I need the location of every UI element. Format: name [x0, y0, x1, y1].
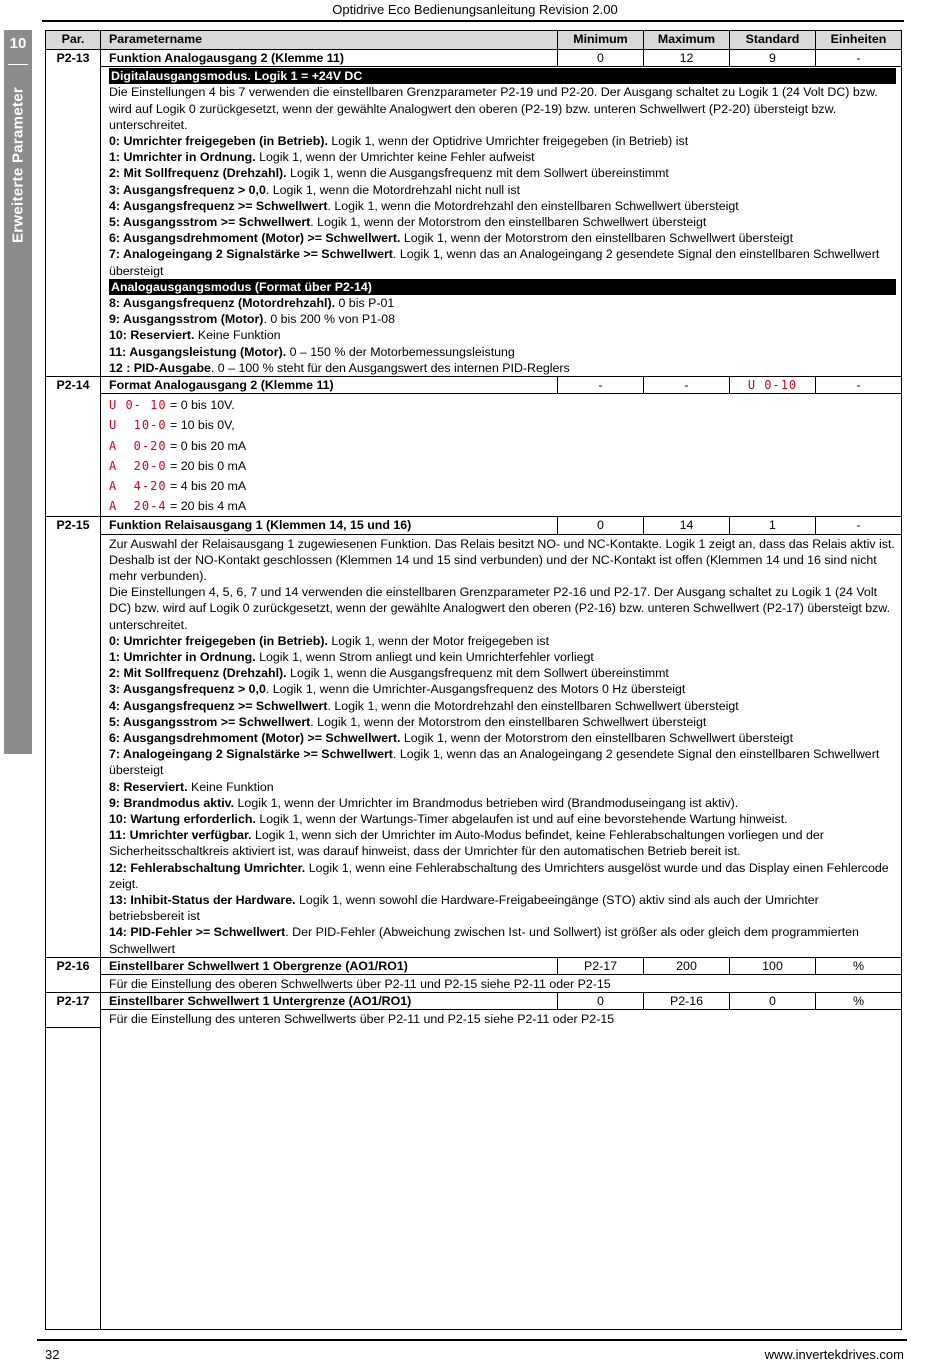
option-list [109, 633, 895, 957]
option-item [109, 860, 895, 892]
description-text: Die Einstellungen 4, 5, 6, 7 und 14 verwenden die einstellbaren Grenzparameter P2-16 und P2-17. Der Ausgang schaltet zu Logik 1 (24 Volt DC) bzw. wird auf Logik 0 zurückgesetzt, wenn der gewählte Analogwert den oberen (P2-16) bzw. unteren Schwellwert (P2-17) übersteigt bzw. unterschreitet. [109, 585, 891, 632]
footer-url: www.invertekdrives.com [764, 1347, 904, 1362]
param-id: P2-14 [46, 377, 101, 517]
param-name: Funktion Relaisausgang 1 (Klemmen 14, 15 und 16) [101, 517, 558, 534]
option-text: 0 bis P-01 [335, 296, 395, 311]
format-text: = 20 bis 4 mA [166, 499, 247, 514]
param-max: - [644, 377, 730, 394]
option-item [109, 730, 895, 746]
seven-segment-code: A 20-4 [109, 499, 167, 514]
param-max: 14 [644, 517, 730, 534]
format-text: = 20 bis 0 mA [166, 458, 247, 473]
table-row-description [46, 534, 902, 957]
option-text: Logik 1, wenn der Motor freigegeben ist [327, 633, 550, 648]
option-label: 5: Ausgangsstrom >= Schwellwert [109, 714, 311, 729]
parameter-table [45, 30, 902, 1028]
option-text: Logik 1, wenn der Wartungs-Timer abgelaufen ist und auf eine bevorstehende Wartung hinweist. [255, 812, 788, 827]
option-text: Logik 1, wenn der Umrichter keine Fehler aufweist [255, 150, 535, 165]
option-item [109, 165, 895, 181]
column-header-unit: Einheiten [816, 31, 902, 50]
format-item [109, 456, 895, 476]
seven-segment-code: U 0- 10 [109, 398, 167, 413]
column-header-max: Maximum [644, 31, 730, 50]
param-unit: - [816, 517, 902, 534]
option-item [109, 344, 895, 360]
option-text: . Logik 1, wenn die Motordrehzahl nicht null ist [265, 182, 521, 197]
seven-segment-display-value: U 0-10 [747, 378, 798, 393]
table-row [46, 517, 902, 534]
option-item [109, 311, 895, 327]
option-item [109, 779, 895, 795]
param-name: Einstellbarer Schwellwert 1 Obergrenze (AO1/RO1) [101, 957, 558, 974]
param-max: P2-16 [644, 993, 730, 1010]
param-std: 100 [730, 957, 816, 974]
param-min: - [558, 377, 644, 394]
option-label: 11: Umrichter verfügbar. [109, 828, 252, 843]
param-min: 0 [558, 517, 644, 534]
format-item [109, 436, 895, 456]
footer-rule [37, 1339, 907, 1341]
option-item [109, 714, 895, 730]
option-label: 7: Analogeingang 2 Signalstärke >= Schwellwert [109, 247, 393, 262]
param-std: 1 [730, 517, 816, 534]
table-row-description [46, 1010, 902, 1028]
param-unit: % [816, 957, 902, 974]
option-text: Logik 1, wenn sowohl die Hardware-Freigabeeingänge (STO) aktiv sind als auch der Umrichter betriebsbereit ist [109, 893, 819, 924]
table-row-description [46, 975, 902, 993]
option-label: 0: Umrichter freigegeben (in Betrieb). [109, 633, 328, 648]
option-item [109, 360, 895, 376]
option-label: 12: Fehlerabschaltung Umrichter. [109, 860, 306, 875]
option-label: 7: Analogeingang 2 Signalstärke >= Schwellwert [109, 747, 393, 762]
option-item [109, 198, 895, 214]
option-text: Logik 1, wenn die Ausgangsfrequenz mit dem Sollwert übereinstimmt [286, 666, 669, 681]
option-label: 14: PID-Fehler >= Schwellwert [109, 925, 286, 940]
param-unit: - [816, 50, 902, 67]
param-name: Einstellbarer Schwellwert 1 Untergrenze (AO1/RO1) [101, 993, 558, 1010]
option-text: Logik 1, wenn der Optidrive Umrichter freigegeben (in Betrieb) ist [327, 134, 689, 149]
option-item [109, 182, 895, 198]
format-item [109, 395, 895, 415]
seven-segment-code: A 20-0 [109, 458, 167, 473]
option-label: 6: Ausgangsdrehmoment (Motor) >= Schwellwert. [109, 731, 401, 746]
format-item [109, 496, 895, 516]
option-label: 1: Umrichter in Ordnung. [109, 650, 256, 665]
option-item [109, 827, 895, 859]
format-text: = 10 bis 0V, [166, 418, 235, 433]
option-item [109, 795, 895, 811]
column-header-name: Parametername [101, 31, 558, 50]
param-std: 9 [730, 50, 816, 67]
param-unit: % [816, 993, 902, 1010]
header-rule [42, 20, 904, 22]
option-item [109, 649, 895, 665]
option-label: 0: Umrichter freigegeben (in Betrieb). [109, 134, 328, 149]
format-text: = 0 bis 20 mA [166, 438, 247, 453]
param-min: 0 [558, 993, 644, 1010]
option-item [109, 295, 895, 311]
option-item [109, 892, 895, 924]
option-label: 3: Ausgangsfrequenz > 0,0 [109, 182, 266, 197]
table-row [46, 993, 902, 1010]
option-item [109, 633, 895, 649]
option-label: 4: Ausgangsfrequenz >= Schwellwert [109, 198, 328, 213]
table-row-description [46, 67, 902, 377]
option-list [109, 295, 895, 376]
page-header-title: Optidrive Eco Bedienungsanleitung Revision 2.00 [332, 2, 618, 17]
param-name: Funktion Analogausgang 2 (Klemme 11) [101, 50, 558, 67]
option-list [109, 133, 895, 279]
option-label: 8: Ausgangsfrequenz (Motordrehzahl). [109, 296, 336, 311]
param-name: Format Analogausgang 2 (Klemme 11) [101, 377, 558, 394]
param-max: 200 [644, 957, 730, 974]
option-text: Keine Funktion [187, 779, 274, 794]
column-header-min: Minimum [558, 31, 644, 50]
format-list [109, 395, 895, 516]
option-item [109, 811, 895, 827]
option-text: Logik 1, wenn sich der Umrichter im Auto-Modus befindet, keine Fehlerabschaltungen vorliegen und der Sicherheitsschaltkreis aktiviert ist, was darauf hinweist, dass der Umrichter für den automatischen Betrieb bereit ist. [109, 828, 824, 859]
table-header-row [46, 31, 902, 50]
seven-segment-code: A 0-20 [109, 438, 167, 453]
mode-banner: Digitalausgangsmodus. Logik 1 = +24V DC [109, 68, 896, 84]
param-description [101, 67, 902, 377]
option-label: 10: Wartung erforderlich. [109, 812, 256, 827]
option-item [109, 133, 895, 149]
option-item [109, 214, 895, 230]
option-text: Logik 1, wenn die Ausgangsfrequenz mit dem Sollwert übereinstimmt [286, 166, 669, 181]
chapter-label: Erweiterte Parameter [9, 86, 27, 244]
option-text: . Logik 1, wenn die Motordrehzahl den einstellbaren Schwellwert übersteigt [327, 198, 739, 213]
option-text: . 0 – 100 % steht für den Ausgangswert des internen PID-Reglers [210, 360, 570, 375]
seven-segment-code: U 10-0 [109, 418, 167, 433]
param-unit: - [816, 377, 902, 394]
option-item [109, 665, 895, 681]
option-label: 9: Brandmodus aktiv. [109, 795, 235, 810]
table-row [46, 957, 902, 974]
format-item [109, 415, 895, 435]
param-id: P2-15 [46, 517, 101, 957]
format-item [109, 476, 895, 496]
format-text: = 4 bis 20 mA [166, 479, 247, 494]
option-label: 8: Reserviert. [109, 779, 188, 794]
option-item [109, 746, 895, 778]
option-item [109, 924, 895, 956]
option-label: 13: Inhibit-Status der Hardware. [109, 893, 296, 908]
param-description: Für die Einstellung des unteren Schwellwerts über P2-11 und P2-15 siehe P2-11 oder P2-15 [101, 1010, 902, 1028]
param-std: 0 [730, 993, 816, 1010]
param-description [101, 534, 902, 957]
option-text: Logik 1, wenn der Motorstrom den einstellbaren Schwellwert übersteigt [400, 731, 794, 746]
mode-banner: Analogausgangsmodus (Format über P2-14) [109, 279, 896, 295]
option-text: . Logik 1, wenn die Umrichter-Ausgangsfrequenz des Motors 0 Hz übersteigt [265, 682, 686, 697]
table-row-description [46, 394, 902, 517]
option-text: 0 – 150 % der Motorbemessungsleistung [286, 344, 515, 359]
option-label: 12 : PID-Ausgabe [109, 360, 211, 375]
option-label: 11: Ausgangsleistung (Motor). [109, 344, 287, 359]
description-text: Zur Auswahl der Relaisausgang 1 zugewiesenen Funktion. Das Relais besitzt NO- und NC-Kontakte. Logik 1 zeigt an, dass das Relais aktiv ist. Deshalb ist der NO-Kontakt geschlossen (Klemmen 14 und 15 sind verbunden) und der NC-Kontakt ist offen (Klemmen 14 und 16 sind nicht mehr verbunden). [109, 536, 895, 583]
option-text: Logik 1, wenn der Umrichter im Brandmodus betrieben wird (Brandmoduseingang ist aktiv). [234, 795, 739, 810]
option-item [109, 246, 895, 278]
option-label: 2: Mit Sollfrequenz (Drehzahl). [109, 166, 287, 181]
option-item [109, 149, 895, 165]
table-row [46, 50, 902, 67]
param-id: P2-17 [46, 993, 101, 1028]
column-header-par: Par. [46, 31, 101, 50]
option-item [109, 698, 895, 714]
option-label: 3: Ausgangsfrequenz > 0,0 [109, 682, 266, 697]
param-description [101, 394, 902, 517]
option-text: Logik 1, wenn der Motorstrom den einstellbaren Schwellwert übersteigt [400, 231, 794, 246]
column-header-std: Standard [730, 31, 816, 50]
option-label: 5: Ausgangsstrom >= Schwellwert [109, 215, 311, 230]
option-text: . Logik 1, wenn der Motorstrom den einstellbaren Schwellwert übersteigt [310, 714, 707, 729]
param-std [730, 377, 816, 394]
option-text: Keine Funktion [194, 328, 281, 343]
option-text: . 0 bis 200 % von P1-08 [263, 312, 395, 327]
param-id: P2-13 [46, 50, 101, 377]
param-id: P2-16 [46, 957, 101, 992]
option-item [109, 327, 895, 343]
option-label: 6: Ausgangsdrehmoment (Motor) >= Schwellwert. [109, 231, 401, 246]
option-label: 2: Mit Sollfrequenz (Drehzahl). [109, 666, 287, 681]
seven-segment-code: A 4-20 [109, 479, 167, 494]
option-text: . Logik 1, wenn der Motorstrom den einstellbaren Schwellwert übersteigt [310, 215, 707, 230]
option-text: . Der PID-Fehler (Abweichung zwischen Ist- und Sollwert) ist größer als oder gleich dem programmierten Schwellwert [109, 925, 859, 956]
table-row [46, 377, 902, 394]
option-text: . Logik 1, wenn das an Analogeingang 2 gesendete Signal den einstellbaren Schwellwert übersteigt [109, 747, 880, 778]
option-text: Logik 1, wenn eine Fehlerabschaltung des Umrichters ausgelöst wurde und das Display einen Fehlercode zeigt. [109, 860, 889, 891]
param-min: P2-17 [558, 957, 644, 974]
page-number: 32 [45, 1347, 60, 1362]
description-text: Die Einstellungen 4 bis 7 verwenden die einstellbaren Grenzparameter P2-19 und P2-20. Der Ausgang schaltet zu Logik 1 (24 Volt DC) bzw. wird auf Logik 0 zurückgesetzt, wenn der gewählte Analogwert den oberen (P2-19) bzw. unteren Schwellwert (P2-20) übersteigt bzw. unterschreitet. [109, 85, 878, 132]
option-item [109, 230, 895, 246]
option-text: . Logik 1, wenn die Motordrehzahl den einstellbaren Schwellwert übersteigt [327, 698, 739, 713]
chapter-number: 10 [9, 35, 27, 52]
option-text: . Logik 1, wenn das an Analogeingang 2 gesendete Signal den einstellbaren Schwellwert übersteigt [109, 247, 880, 278]
param-description: Für die Einstellung des oberen Schwellwerts über P2-11 und P2-15 siehe P2-11 oder P2-15 [101, 975, 902, 993]
option-label: 4: Ausgangsfrequenz >= Schwellwert [109, 698, 328, 713]
option-label: 1: Umrichter in Ordnung. [109, 150, 256, 165]
param-max: 12 [644, 50, 730, 67]
option-text: Logik 1, wenn Strom anliegt und kein Umrichterfehler vorliegt [255, 650, 594, 665]
option-item [109, 681, 895, 697]
chapter-tab-divider [8, 64, 28, 65]
format-text: = 0 bis 10V. [166, 398, 235, 413]
option-label: 10: Reserviert. [109, 328, 195, 343]
option-label: 9: Ausgangsstrom (Motor) [109, 312, 264, 327]
param-min: 0 [558, 50, 644, 67]
